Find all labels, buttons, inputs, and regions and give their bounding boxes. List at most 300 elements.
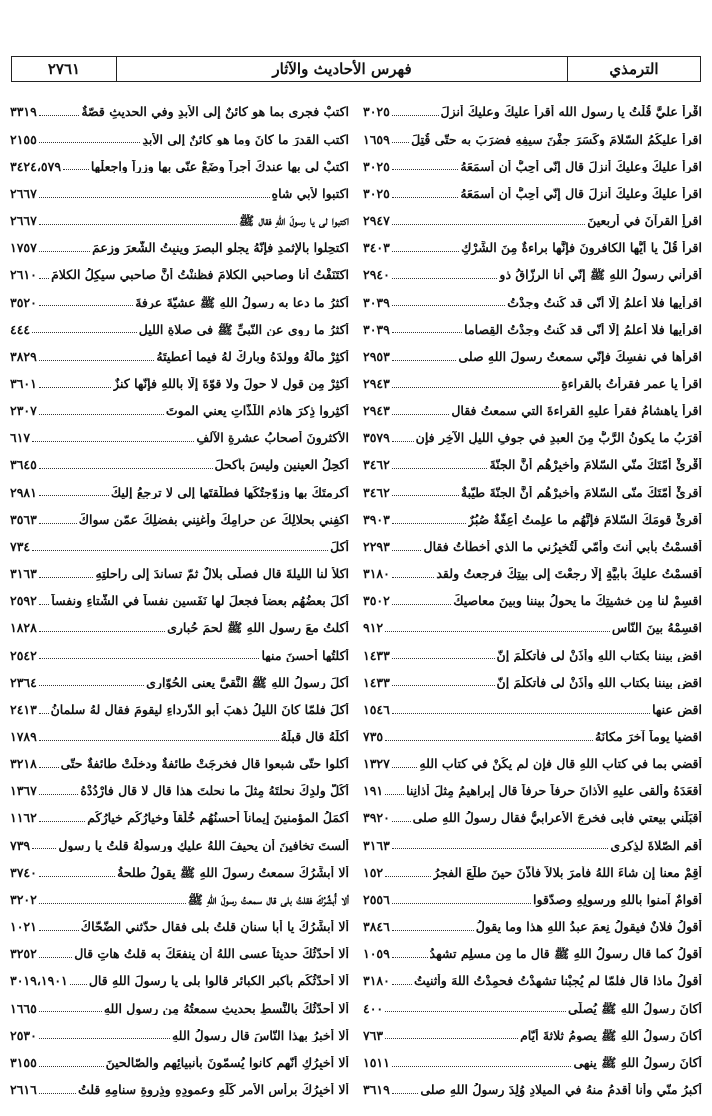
index-entry: [10, 394, 349, 421]
hadith-incipit-text: اقرأ عليكَ وعليكَ أُنزلَ قال إنّي أُحِبُّ أن أسمَعَهُ: [460, 186, 702, 201]
hadith-reference-number: ٣٠٣٩: [363, 321, 390, 337]
hadith-reference-number: ١٧٥٧: [10, 240, 37, 256]
dot-leader: [39, 414, 164, 415]
hadith-reference-number: ٣٨٤٦: [363, 919, 390, 935]
hadith-reference-number: ١٩١: [363, 783, 384, 799]
hadith-reference-number: ١٣٦٧: [10, 783, 37, 799]
index-entry: [363, 747, 702, 774]
hadith-reference-number: ٢٢٩٣: [363, 538, 390, 554]
dot-leader: [392, 115, 439, 116]
hadith-reference-number: ٣٢٥٢: [10, 946, 37, 962]
hadith-incipit-text: اقسِمْ لنا مِن خشيتِكَ ما يحولُ بيننا وبينَ معاصيكَ: [453, 594, 702, 608]
index-entry: [10, 367, 349, 394]
index-entry: [10, 339, 349, 366]
index-entry: [363, 774, 702, 801]
hadith-incipit-text: اكتحِلوا بالإثمدِ فإنّهُ يجلو البصرَ وينبِتُ الشّعرَ وزعمَ: [92, 241, 349, 255]
hadith-reference-number: ٧٦٣: [363, 1027, 384, 1043]
index-entry: [363, 285, 702, 312]
hadith-incipit-text: اقرأْ قُلْ يا أيُّها الكافرونَ فإنَّها براءةٌ مِنَ الشِّرْكِ: [461, 241, 702, 255]
index-entry: [10, 122, 349, 149]
index-entry: [363, 176, 702, 203]
dot-leader: [39, 821, 85, 822]
index-entry: [363, 475, 702, 502]
page-header: [11, 56, 701, 82]
dot-leader: [392, 224, 585, 225]
hadith-reference-number: ٢٤١٣: [10, 701, 37, 717]
hadith-incipit-text: أكبرُ منّي وأنا أقدمُ منهُ في الميلادِ وُلِدَ رسولُ اللهِ صلى: [420, 1083, 702, 1097]
hadith-incipit-text: اقرأ يا عمر فقرأْتُ بالقراءةِ: [561, 376, 702, 391]
hadith-reference-number: ٢٦١٦: [10, 1082, 37, 1098]
dot-leader: [392, 251, 459, 252]
hadith-incipit-text: الأكثرونَ أصحابُ عشرةِ الآلفِ: [196, 431, 349, 446]
index-entry: [10, 475, 349, 502]
index-entry: [10, 557, 349, 584]
dot-leader: [39, 224, 237, 225]
dot-leader: [39, 523, 77, 524]
dot-leader: [39, 251, 90, 252]
dot-leader: [392, 1066, 572, 1067]
hadith-incipit-text: اكلأ لنا الليلةَ قال فصلّى بلالٌ ثمّ تساندَ إلى راحلتِهِ: [95, 567, 349, 581]
dot-leader: [39, 1038, 170, 1039]
index-entry: [10, 611, 349, 638]
index-entry: [363, 937, 702, 964]
index-entry: [363, 692, 702, 719]
hadith-incipit-text: اكتبْ لي بها عندكَ أجراً وضَعْ عنّي بها وِزراً واجعلْها: [90, 159, 349, 174]
index-entry: [10, 285, 349, 312]
left-column: [10, 95, 349, 1100]
hadith-incipit-text: أكلَ فلمّا كانَ الليلُ ذهبَ أبو الدّرداءِ ليقومَ فقال لهُ سلمانُ: [50, 702, 349, 717]
hadith-reference-number: ٣٥٠٢: [363, 593, 390, 609]
hadith-reference-number: ٢٥٥٦: [363, 891, 390, 907]
hadith-incipit-text: أقرِئْ قومَكَ السّلامَ فإنَّهُم ما علِمتُ أعِفّةٌ صُبُرٌ: [467, 512, 702, 527]
hadith-incipit-text: أقعَدَهُ وألقى عليهِ الأذانَ حرفاً حرفاً قال إبراهيمُ مِثلَ أذانِنا: [406, 784, 702, 799]
hadith-incipit-text: ألستَ تخافينَ أن يحيفَ اللهُ عليكِ ورسولُهُ قلتُ يا رسول: [58, 838, 349, 853]
hadith-reference-number: ١٥٤٦: [363, 701, 390, 717]
dot-leader: [392, 332, 462, 333]
hadith-reference-number: ٣١٦٣: [363, 837, 390, 853]
dot-leader: [39, 713, 49, 714]
index-entry: [10, 1073, 349, 1100]
hadith-incipit-text: اقضيا يوماً آخرَ مكانَهُ: [594, 730, 702, 744]
hadith-reference-number: ١٨٢٨: [10, 620, 37, 636]
index-entry: [363, 448, 702, 475]
hadith-incipit-text: اكتَنَفْتُ أنا وصاحبي الكلامَ فظننْتُ أنَّ صاحبي سيكِلُ الكلامَ: [51, 268, 349, 283]
hadith-incipit-text: أقِمْ معنا إن شاءَ اللهُ فأمرَ بلالاً فأذّنَ حينَ طلَعَ الفجرُ: [433, 865, 702, 880]
dot-leader: [392, 169, 458, 170]
hadith-incipit-text: أقمِ الصّلاةَ لذِكري: [610, 838, 702, 853]
hadith-reference-number: ٣١٥٥: [10, 1054, 37, 1070]
hadith-reference-number: ١١٦٢: [10, 810, 37, 826]
hadith-incipit-text: أقضي بما في كتابِ اللهِ قال فإن لم يكُنْ في كتابِ اللهِ: [419, 757, 702, 771]
hadith-reference-number: ١٦٦٥: [10, 1000, 37, 1016]
index-entry: [10, 964, 349, 991]
hadith-reference-number: ١٤٣٣: [363, 647, 390, 663]
dot-leader: [392, 577, 435, 578]
hadith-reference-number: ٣٠٢٥: [363, 185, 390, 201]
index-entry: [10, 312, 349, 339]
hadith-reference-number: ٤٤٤: [10, 321, 31, 337]
hadith-reference-number: ١٥٢: [363, 864, 384, 880]
index-entry: [363, 1045, 702, 1072]
hadith-incipit-text: ألا أُبشِّرُكَ يا أبا سنانٍ قلتُ بلى فقال حدّثني الضّحّاكُ: [80, 920, 349, 934]
index-entry: [363, 720, 702, 747]
index-entry: [363, 665, 702, 692]
dot-leader: [39, 794, 78, 795]
hadith-incipit-text: اكفِني بحلالِكَ عن حرامِكَ وأغنِني بفضلِكَ عمّن سواكَ: [78, 512, 349, 527]
dot-leader: [32, 441, 194, 442]
hadith-incipit-text: أكلتُ معَ رسولِ اللهِ ﷺ لحمَ حُبارى: [167, 621, 349, 636]
hadith-reference-number: ٣٤٢٤،٥٧٩: [10, 158, 62, 174]
dot-leader: [392, 767, 418, 768]
hadith-incipit-text: أكُلَّ ولدِكَ نحلتَهُ مِثلَ ما نحلتَ هذا قال لا قال فارْدُدْهُ: [80, 784, 349, 799]
dot-leader: [392, 278, 498, 279]
page-title: فهرس الأحاديث والآثار: [272, 60, 412, 78]
hadith-reference-number: ٣٠٣٩: [363, 294, 390, 310]
hadith-incipit-text: أكحِلُ العينينِ وليسَ بأكحلَ: [214, 458, 349, 473]
hadith-incipit-text: اقرأ ياهشامُ فقرأَ عليهِ القراءةَ التي سمعتُ فقال: [451, 404, 702, 418]
dot-leader: [39, 631, 165, 632]
hadith-incipit-text: اكتبوا لأبي شاهٍ: [271, 186, 349, 201]
dot-leader: [39, 767, 59, 768]
index-entry: [363, 1018, 702, 1045]
hadith-incipit-text: أكانَ رسولُ اللهِ ﷺ يصومُ ثلاثةَ أيّامٍ: [520, 1028, 702, 1043]
hadith-incipit-text: أكلوا حتّى شبعوا قال فخرجَتْ طائفةٌ ودخلَتْ طائفةٌ حتّى: [60, 757, 349, 771]
index-entry: [10, 855, 349, 882]
hadith-incipit-text: اكتبْ فجرى بما هو كائنٌ إلى الأبدِ وفي الحديثِ قصّةٌ: [81, 105, 349, 120]
index-entry: [10, 1045, 349, 1072]
index-entry: [10, 1018, 349, 1045]
book-name: الترمذي: [567, 57, 700, 81]
index-entry: [363, 367, 702, 394]
dot-leader: [392, 305, 505, 306]
hadith-reference-number: ٢٥٤٢: [10, 647, 37, 663]
dot-leader: [392, 414, 449, 415]
hadith-incipit-text: أقولُ كما قال رسولُ اللهِ ﷺ قال ما مِن مسلِمٍ تشهدُ: [429, 947, 702, 961]
hadith-incipit-text: اكتبوا لي يا رسولَ اللهِ فقال ﷺ: [239, 214, 349, 228]
dot-leader: [39, 876, 115, 877]
hadith-reference-number: ٣٢١٨: [10, 756, 37, 772]
index-entry: [10, 258, 349, 285]
hadith-reference-number: ٦١٧: [10, 430, 31, 446]
hadith-incipit-text: ألا أُخبِرُكَ برأسِ الأمرِ كُلِّهِ وعمودِهِ وذِروةِ سنامِهِ قلتُ: [77, 1083, 349, 1097]
index-entry: [10, 95, 349, 122]
dot-leader: [32, 550, 328, 551]
dot-leader: [385, 631, 610, 632]
hadith-incipit-text: اقرأْيها فلا أعلمُ إلّا أنّي قد كُنتُ وجدْتُ: [507, 295, 702, 310]
hadith-reference-number: ٩١٢: [363, 620, 384, 636]
hadith-incipit-text: أقسمْتُ عليكَ بأبيَّةٍ إلّا رجعْتَ إلى بيتِكَ فرجعتُ ولقد: [436, 567, 702, 581]
hadith-incipit-text: ألا أُحدّثُكَ حديثاً عسى اللهُ أن ينفعَكَ به قلتُ هاتِ قال: [74, 947, 349, 961]
index-entry: [10, 991, 349, 1018]
index-entry: [363, 502, 702, 529]
hadith-reference-number: ٣٥٢٠: [10, 294, 37, 310]
dot-leader: [385, 1038, 518, 1039]
hadith-reference-number: ٢٩٥٣: [363, 348, 390, 364]
dot-leader: [39, 1093, 76, 1094]
index-entry: [10, 502, 349, 529]
hadith-reference-number: ٢٩٤٣: [363, 403, 390, 419]
dot-leader: [39, 115, 80, 116]
dot-leader: [392, 713, 650, 714]
hadith-incipit-text: ألا أُبشِّرُكَ فقلتُ بلى قال سمعتُ رسولَ اللهِ ﷺ: [187, 892, 349, 907]
index-entry: [10, 149, 349, 176]
hadith-reference-number: ٣٨٢٩: [10, 348, 37, 364]
hadith-reference-number: ٣٦٤٥: [10, 457, 37, 473]
hadith-incipit-text: أكلَ رسولُ اللهِ ﷺ النَّقيَّ يعني الحُوّارى: [146, 675, 349, 690]
hadith-incipit-text: أكثِروا ذِكرَ هاذمِ اللّذّاتِ يعني الموتَ: [165, 404, 349, 418]
hadith-incipit-text: أكانَ رسولُ اللهِ ﷺ يُصلّي: [568, 1001, 702, 1016]
dot-leader: [392, 468, 488, 469]
hadith-incipit-text: اقرأِ القرآنَ في أربعينَ: [587, 214, 702, 228]
index-entry: [363, 991, 702, 1018]
hadith-reference-number: ١٥١١: [363, 1054, 390, 1070]
dot-leader: [392, 1093, 418, 1094]
hadith-incipit-text: أكلتُها أحسنَ منها: [261, 648, 349, 663]
dot-leader: [32, 848, 56, 849]
hadith-incipit-text: اقرأْ عليكُمُ السّلامَ وكَسَرَ جفْنَ سيفِهِ فضرَبَ به حتّى قُتِلَ: [411, 132, 702, 147]
hadith-incipit-text: اقرأْيها فلا أعلمُ إلّا أنّي قد كُنتُ وجدْتُ القِصاما: [464, 322, 702, 337]
dot-leader: [39, 278, 49, 279]
hadith-reference-number: ٣٥٧٩: [363, 430, 390, 446]
hadith-reference-number: ٣٠١٩،١٩٠١: [10, 973, 68, 989]
dot-leader: [392, 848, 609, 849]
index-entry: [363, 584, 702, 611]
hadith-reference-number: ٣٩٢٠: [363, 810, 390, 826]
hadith-reference-number: ٢٦٦٧: [10, 185, 37, 201]
hadith-incipit-text: ألا أُحدّثُكُم بأكبرِ الكبائرِ قالوا بلى يا رسولَ اللهِ قال: [88, 974, 349, 989]
dot-leader: [39, 1011, 102, 1012]
dot-leader: [385, 1011, 566, 1012]
index-entry: [363, 122, 702, 149]
dot-leader: [392, 197, 458, 198]
index-entry: [10, 720, 349, 747]
hadith-incipit-text: أقولُ فلانٌ فيقولُ نِعمَ عبدُ اللهِ هذا وما يقولُ: [475, 920, 702, 934]
hadith-reference-number: ١٧٨٩: [10, 729, 37, 744]
hadith-reference-number: ٣٧٤٠: [10, 864, 37, 880]
dot-leader: [392, 523, 466, 524]
hadith-incipit-text: أقبَلَني بيعتي فأبى فخرجَ الأعرابيُّ فقال رسولُ اللهِ صلى: [412, 811, 702, 826]
hadith-incipit-text: أقرَبُ ما يكونُ الرَّبُّ مِنَ العبدِ في جوفِ الليلِ الآخِرِ فإن: [415, 431, 702, 446]
hadith-incipit-text: اكتبِ القدرَ ما كانَ وما هو كائنٌ إلى الأبدِ: [142, 132, 349, 147]
hadith-reference-number: ٢٩٨١: [10, 484, 37, 500]
dot-leader: [39, 305, 133, 306]
hadith-incipit-text: أكلَهُ قال قبلَهُ: [280, 730, 349, 744]
hadith-reference-number: ٣٢٠٢: [10, 891, 37, 907]
hadith-reference-number: ٣٣١٩: [10, 104, 37, 120]
hadith-reference-number: ٢٥٣٠: [10, 1027, 37, 1043]
dot-leader: [392, 957, 428, 958]
dot-leader: [392, 142, 409, 143]
dot-leader: [392, 495, 459, 496]
dot-leader: [39, 658, 260, 659]
index-entry: [363, 557, 702, 584]
hadith-incipit-text: أكلَ: [330, 539, 349, 554]
dot-leader: [39, 604, 49, 605]
hadith-reference-number: ١٣٢٧: [363, 756, 390, 772]
hadith-reference-number: ٢٣٠٧: [10, 403, 37, 419]
index-entry: [363, 394, 702, 421]
hadith-incipit-text: ألا أُخبِرُ بهذا النّاسَ قال رسولُ اللهِ: [171, 1028, 349, 1043]
hadith-reference-number: ٢١٥٥: [10, 131, 37, 147]
hadith-incipit-text: أكرمتَكَ بها وزوّجتُكَها فطلّقتَها إلى لا ترجِعُ إليكَ: [110, 485, 349, 500]
dot-leader: [392, 441, 414, 442]
hadith-reference-number: ٣٥٦٣: [10, 511, 37, 527]
hadith-reference-number: ١٤٣٣: [363, 674, 390, 690]
dot-leader: [32, 332, 137, 333]
index-entry: [363, 312, 702, 339]
hadith-reference-number: ٧٣٩: [10, 837, 31, 853]
hadith-reference-number: ١٠٢١: [10, 919, 37, 935]
hadith-incipit-text: أقْرِئْ أمّتَكَ منّي السّلامَ وأخبِرْهُم أنَّ الجنّةَ: [489, 458, 702, 473]
index-entry: [363, 828, 702, 855]
hadith-reference-number: ٣٩٠٣: [363, 511, 390, 527]
hadith-reference-number: ٣٠٢٥: [363, 158, 390, 174]
index-entry: [363, 883, 702, 910]
index-entry: [10, 801, 349, 828]
index-entry: [363, 421, 702, 448]
hadith-incipit-text: اقضِ بيننا بكتابِ اللهِ وأذَنْ لي فأتكلّمَ إنّ: [496, 648, 702, 663]
index-entry: [10, 176, 349, 203]
index-entry: [363, 964, 702, 991]
dot-leader: [39, 142, 141, 143]
hadith-incipit-text: اقرأ عليكَ وعليكَ أُنزلَ قال إنّي أُحِبُّ أن أسمَعَهُ: [460, 159, 702, 174]
dot-leader: [392, 984, 412, 985]
hadith-reference-number: ٧٣٥: [363, 729, 384, 744]
index-entry: [10, 204, 349, 231]
hadith-incipit-text: أقرأَني رسولُ اللهِ ﷺ إنّي أنا الرزّاقُ ذو: [499, 268, 702, 283]
hadith-incipit-text: ألا أُحدّثُكَ بالنَّسطِ بحديثٍ سمعتُهُ مِن رسولِ اللهِ: [103, 1001, 349, 1016]
page-number: ٢٧٦١: [12, 57, 117, 81]
index-entry: [10, 584, 349, 611]
hadith-incipit-text: اقضِ عنها: [652, 702, 702, 717]
dot-leader: [39, 197, 270, 198]
dot-leader: [392, 360, 457, 361]
dot-leader: [39, 685, 144, 686]
index-entry: [363, 231, 702, 258]
index-columns: [10, 95, 702, 1100]
hadith-incipit-text: ألا أُخبِرُكِ أنّهم كانوا يُسمّونَ بأنبيائِهِم والصّالحينَ: [105, 1055, 349, 1070]
index-entry: [10, 692, 349, 719]
dot-leader: [39, 360, 155, 361]
index-entry: [10, 937, 349, 964]
dot-leader: [392, 550, 422, 551]
index-entry: [10, 910, 349, 937]
hadith-reference-number: ٢٦٦٧: [10, 213, 37, 229]
hadith-reference-number: ٧٣٤: [10, 538, 31, 554]
index-entry: [10, 638, 349, 665]
hadith-reference-number: ١٦٥٩: [363, 131, 390, 147]
right-column: [363, 95, 702, 1100]
hadith-incipit-text: أقوامٌ آمنوا باللهِ ورسولِهِ وصدّقوا: [533, 892, 702, 907]
hadith-reference-number: ٢٩٤٣: [363, 375, 390, 391]
hadith-reference-number: ٣٤٠٣: [363, 240, 390, 256]
index-entry: [363, 95, 702, 122]
hadith-incipit-text: أقسمْتُ بأبي أنتَ وأمّي لَتُخبِرُني ما الذي أخطأتُ فقال: [423, 539, 702, 554]
hadith-incipit-text: اقرأْها في نفسِكَ فإنّي سمعتُ رسولَ اللهِ صلى: [458, 349, 702, 364]
index-entry: [10, 448, 349, 475]
hadith-incipit-text: أكمَلُ المؤمنينَ إيماناً أحسنُهُم خُلُقاً وخيارُكُم خيارُكُم: [87, 811, 349, 826]
hadith-reference-number: ٢٩٤٠: [363, 267, 390, 283]
index-entry: [10, 883, 349, 910]
hadith-reference-number: ٢٥٩٢: [10, 593, 37, 609]
dot-leader: [70, 984, 87, 985]
dot-leader: [63, 169, 89, 170]
hadith-reference-number: ٢٣٦٤: [10, 674, 37, 690]
dot-leader: [385, 794, 404, 795]
dot-leader: [39, 577, 94, 578]
hadith-incipit-text: أقولُ ماذا قال فلمّا لم يُجبْنا تشهدْتُ فحمِدْتُ اللهَ وأثنيتُ: [414, 974, 702, 989]
index-entry: [363, 855, 702, 882]
hadith-reference-number: ٣١٨٠: [363, 973, 390, 989]
hadith-reference-number: ٣٤٦٢: [363, 484, 390, 500]
index-entry: [10, 231, 349, 258]
dot-leader: [392, 821, 411, 822]
hadith-incipit-text: أقرئْ أمّتَكَ منّي السّلامَ وأخبِرْهُم أنَّ الجنّةَ طيّبةٌ: [460, 485, 702, 500]
dot-leader: [39, 495, 109, 496]
hadith-reference-number: ٣١٦٣: [10, 566, 37, 582]
dot-leader: [392, 685, 495, 686]
hadith-reference-number: ٣٦١٩: [363, 1082, 390, 1098]
index-entry: [363, 638, 702, 665]
hadith-incipit-text: أكثرُ ما دعا به رسولُ اللهِ ﷺ عشيّةَ عرفةَ: [135, 295, 349, 310]
index-entry: [363, 1073, 702, 1100]
hadith-reference-number: ٢٦١٠: [10, 267, 37, 283]
dot-leader: [392, 903, 531, 904]
dot-leader: [392, 930, 474, 931]
hadith-reference-number: ٣٤٦٢: [363, 457, 390, 473]
dot-leader: [392, 387, 559, 388]
index-entry: [363, 910, 702, 937]
hadith-incipit-text: اقسِمْهُ بينَ النّاسِ: [611, 621, 702, 636]
hadith-incipit-text: ألا أُبشِّرُكَ سمعتُ رسولَ اللهِ ﷺ يقولُ طلحةُ: [117, 865, 349, 880]
hadith-reference-number: ١٠٥٩: [363, 946, 390, 962]
index-entry: [10, 530, 349, 557]
dot-leader: [392, 658, 495, 659]
dot-leader: [39, 930, 79, 931]
index-entry: [10, 421, 349, 448]
hadith-reference-number: ٣١٨٠: [363, 566, 390, 582]
dot-leader: [385, 876, 431, 877]
hadith-reference-number: ٣٦٠١: [10, 375, 37, 391]
index-entry: [363, 801, 702, 828]
hadith-incipit-text: أكلَ بعضُهُم بعضاً فجعلَ لها نَفَسينِ نفساً في الشّتاءِ ونفساً: [51, 594, 349, 608]
hadith-reference-number: ٣٠٢٥: [363, 104, 390, 120]
index-entry: [363, 149, 702, 176]
dot-leader: [392, 604, 451, 605]
index-entry: [10, 774, 349, 801]
dot-leader: [39, 1066, 104, 1067]
index-entry: [10, 665, 349, 692]
dot-leader: [385, 740, 593, 741]
hadith-incipit-text: أكثرُ ما روي عنِ النّبيِّ ﷺ في صلاةِ الليلِ: [138, 322, 349, 337]
index-entry: [363, 530, 702, 557]
dot-leader: [39, 740, 279, 741]
hadith-incipit-text: أكثِرْ مِن قولِ لا حولَ ولا قوّةَ إلّا باللهِ فإنّها كنزٌ: [113, 376, 349, 391]
dot-leader: [39, 468, 213, 469]
dot-leader: [39, 387, 111, 388]
index-entry: [10, 747, 349, 774]
index-entry: [10, 828, 349, 855]
hadith-incipit-text: اقضِ بيننا بكتابِ اللهِ وأذَنْ لي فأتكلّمَ إنّ: [496, 675, 702, 690]
hadith-reference-number: ٢٩٤٧: [363, 213, 390, 229]
dot-leader: [39, 903, 186, 904]
hadith-reference-number: ٤٠٠: [363, 1000, 384, 1016]
index-entry: [363, 339, 702, 366]
index-entry: [363, 258, 702, 285]
hadith-incipit-text: أكثِرْ مالَهُ وولدَهُ وبارِكْ لهُ فيما أعطيتَهُ: [156, 349, 349, 364]
index-entry: [363, 611, 702, 638]
dot-leader: [39, 957, 72, 958]
